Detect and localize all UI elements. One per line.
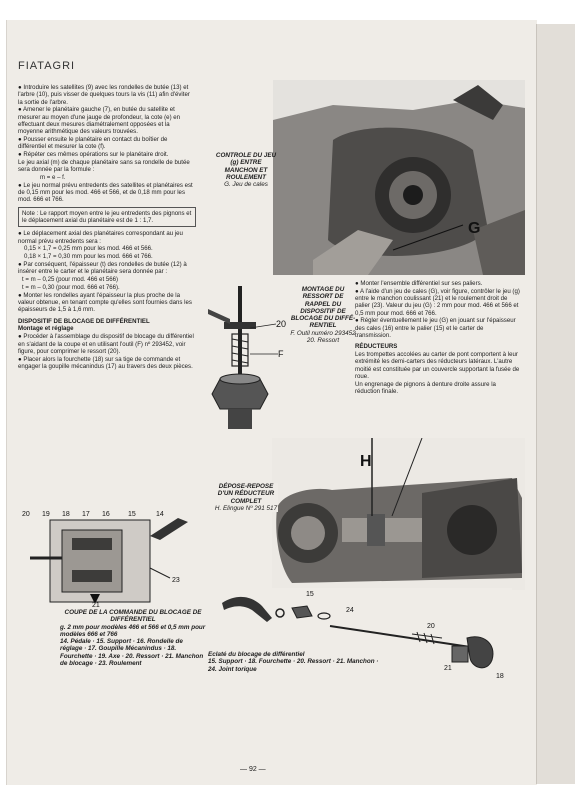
eclate-callout: 20 — [427, 623, 435, 630]
paragraph: ● Monter les rondelles ayant l'épaisseur la plus proche de la valeur obtenue, en tenant compte qu'elles sont fournies dans les épaisseurs de 1,5 à 1,6 mm. — [18, 291, 192, 314]
caption-title: MONTAGE DU RESSORT DE RAPPEL DU DISPOSITIF DE BLOCAGE DU DIFFÉ-RENTIEL — [290, 286, 356, 330]
page-number: — 92 — — [240, 766, 266, 773]
formula: 0,18 × 1,7 = 0,30 mm pour les mod. 666 et 766. — [24, 253, 153, 261]
paragraph: Les trompettes accolées au carter de pont comportent à leur extrémité les demi-carters des réducteurs latéraux. L'autre moitié est constituée par un couvercle supportant la fusée de roue. — [355, 351, 520, 381]
drawing-spring-tool — [198, 284, 288, 434]
photo-clearance-check — [273, 80, 525, 275]
section-title: DISPOSITIF DE BLOCAGE DE DIFFÉRENTIEL — [18, 317, 150, 325]
formula: t = m – 0,25 (pour mod. 466 et 566) — [22, 276, 119, 284]
paragraph: ● Pousser ensuite le planétaire en contact du boîtier de différentiel et mesurer la cote (f). — [18, 136, 168, 151]
paragraph: ● A l'aide d'un jeu de cales (G), voir figure, contrôler le jeu (g) entre le manchon coulissant (21) et le roulement droit de palier (23). Valeur du jeu (G) : 2 mm pour mod. 466 et 566 et 0,5 mm pour mod. 666 et 766. — [355, 287, 520, 317]
coupe-callout: 20 — [22, 511, 30, 518]
caption-sub: H. Elingue Nº 291 517 — [214, 504, 278, 512]
subsection-title: Montage et réglage — [18, 325, 74, 333]
paragraph: ● Placer alors la fourchette (18) sur sa tige de commande et engager la goupille mécanindus (17) au travers des deux pièces. — [18, 355, 193, 370]
caption-title: COUPE DE LA COMMANDE DU BLOCAGE DE DIFFÉRENTIEL — [64, 609, 202, 624]
coupe-callout: 21 — [92, 602, 100, 608]
eclate-callout: 15 — [306, 591, 314, 598]
right-text-column — [355, 280, 520, 396]
caption-title: CONTROLE DU JEU (g) ENTRE MANCHON ET ROULEMENT — [215, 152, 277, 181]
next-page-edge — [536, 24, 575, 784]
eclate-callout: 24 — [346, 607, 354, 614]
coupe-callout: 16 — [102, 511, 110, 518]
caption-title: DÉPOSE-REPOSE D'UN RÉDUCTEUR COMPLET — [217, 483, 275, 505]
left-text-column — [18, 84, 196, 371]
caption-sub: 20. Ressort — [306, 337, 340, 345]
caption-clearance-check — [214, 152, 278, 188]
paragraph: ● Procéder à l'assemblage du dispositif de blocage du différentiel en s'aidant de la coupe et en utilisant l'outil (F) nº 293452, voir figure, pour comprimer le ressort (20). — [18, 333, 194, 355]
paragraph: ● Régler éventuellement le jeu (G) en jouant sur l'épaisseur des cales (16) entre le palier (15) et le carter de transmission. — [355, 317, 516, 340]
paragraph: ● Amener le planétaire gauche (7), en butée du satellite et mesurer au moyen d'une jauge de profondeur, la cote (e) en effectuant deux mesures diamétralement opposées et la moyenne arithmétique des valeurs trouvées. — [18, 106, 181, 136]
caption-legend: 14. Pédale · 15. Support · 16. Rondelle de réglage · 17. Goupille Mécanindus · 18. Fourchette · 19. Axe · 20. Ressort · 21. Manchon de blocage · 23. Roulement — [60, 638, 204, 668]
formula: 0,15 × 1,7 = 0,25 mm pour les mod. 466 et 566. — [24, 245, 153, 253]
caption-sub: g. 2 mm pour modèles 466 et 566 et 0,5 mm pour modèles 666 et 766 — [60, 623, 206, 638]
caption-spring-tool — [290, 286, 356, 344]
caption-lock-section — [60, 609, 206, 667]
caption-reducer-removal — [214, 483, 278, 512]
caption-title: Eclaté du blocage de différentiel — [208, 651, 305, 658]
coupe-callout: 19 — [42, 511, 50, 518]
paragraph: Un engrenage de pignons à denture droite assure la réduction finale. — [355, 380, 496, 396]
paragraph: ● Monter l'ensemble différentiel sur ses paliers. — [355, 280, 483, 287]
paragraph: ● Le déplacement axial des planétaires correspondant au jeu normal prévu entredents sera : — [18, 230, 183, 245]
caption-legend: 15. Support · 18. Fourchette · 20. Ressort · 21. Manchon · 24. Joint torique — [208, 658, 379, 673]
coupe-callout: 15 — [128, 511, 136, 518]
paragraph: ● Le jeu normal prévu entredents des satellites et planétaires est de 0,15 mm pour les mod. 466 et 566, et de 0,18 mm pour les mod. 666 et 766. — [18, 181, 193, 204]
coupe-callout: 23 — [172, 577, 180, 584]
coupe-callout: 17 — [82, 511, 90, 518]
formula: t = m – 0,30 (pour mod. 666 et 766). — [22, 283, 120, 291]
eclate-callout: 21 — [444, 665, 452, 672]
coupe-callout: 18 — [62, 511, 70, 518]
paragraph: ● Répéter ces mêmes opérations sur le planétaire droit. — [18, 151, 169, 159]
brand-header: FIATAGRI — [18, 60, 76, 72]
formula: m = e – f. — [40, 174, 66, 182]
section-title: RÉDUCTEURS — [355, 343, 398, 351]
paragraph: Le jeu axial (m) de chaque planétaire sans sa rondelle de butée sera donnée par la formule : — [18, 158, 190, 174]
callout-h: H — [360, 453, 372, 470]
callout-20: 20 — [276, 319, 287, 329]
caption-lock-exploded — [208, 651, 388, 673]
paragraph: ● Introduire les satellites (9) avec les rondelles de butée (13) et l'arbre (10), puis visser de quelques tours la vis (11) afin d'éviter la sortie de l'arbre. — [18, 84, 190, 106]
callout-g: G — [468, 220, 481, 237]
paragraph: ● Par conséquent, l'épaisseur (t) des rondelles de butée (12) à insérer entre le carter et le planétaire sera donnée par : — [18, 261, 187, 276]
coupe-callout: 14 — [156, 511, 164, 518]
eclate-callout: 18 — [496, 673, 504, 680]
caption-sub: G. Jeu de cales — [224, 181, 268, 189]
note-box: Note : Le rapport moyen entre le jeu entredents des pignons et le déplacement axial du planétaire est de 1 : 1,7. — [18, 207, 196, 228]
callout-f: F — [278, 349, 284, 359]
caption-sub: F. Outil numéro 293452 — [290, 329, 356, 337]
photo-reducer-removal — [272, 438, 525, 590]
drawing-lock-section — [20, 508, 200, 608]
